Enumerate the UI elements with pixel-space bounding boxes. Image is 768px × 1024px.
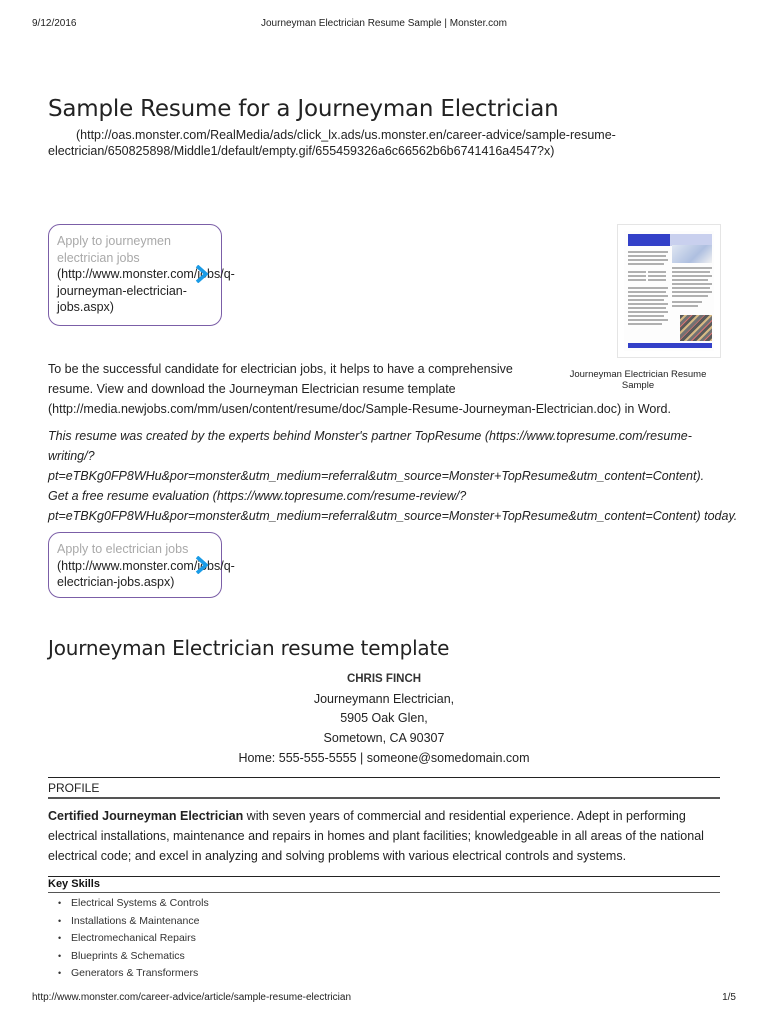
- partner-note-line[interactable]: writing/?: [48, 449, 95, 463]
- resume-contact-line: Home: 555-555-5555 | someone@somedomain.com: [238, 750, 530, 765]
- divider: [48, 892, 720, 893]
- template-heading: Journeyman Electrician resume template: [48, 636, 450, 660]
- resume-thumbnail-image: [624, 231, 714, 351]
- skill-item: • Blueprints & Schematics: [58, 948, 209, 966]
- resume-contact-block: [0, 670, 768, 769]
- profile-heading: PROFILE: [48, 781, 100, 795]
- resume-name: CHRIS FINCH: [346, 673, 422, 685]
- key-skills-heading: Key Skills: [48, 878, 100, 890]
- partner-note-line[interactable]: This resume was created by the experts behind Monster's partner TopResume (https://www.topresume.com/resume-: [48, 429, 692, 443]
- apply-electrician-jobs-button[interactable]: [48, 532, 235, 598]
- skill-item: • Installations & Maintenance: [58, 913, 209, 931]
- page-number: 1/5: [722, 992, 736, 1003]
- apply-href-line: journeyman-electrician-: [57, 283, 187, 298]
- resume-evaluation-link[interactable]: pt=eTBKg0FP8WHu&por=monster&utm_medium=referral&utm_source=Monster+TopResume&utm_content=Content) today.: [48, 509, 738, 523]
- resume-address-line: 5905 Oak Glen,: [340, 711, 428, 726]
- apply-label: Apply to electrician jobs: [57, 542, 189, 556]
- divider: [48, 777, 720, 778]
- apply-href-line: (http://www.monster.com/jobs/q-: [57, 267, 235, 281]
- skill-item: • Electromechanical Repairs: [58, 930, 209, 948]
- ad-link[interactable]: (http://oas.monster.com/RealMedia/ads/click_lx.ads/us.monster.en/career-advice/sample-resume-electrician/650825898/Middle1/default/empty.gif/655459326a6c66562b6b6741416a4547?x): [48, 128, 616, 158]
- apply-href-line: (http://www.monster.com/jobs/q-: [57, 558, 235, 573]
- profile-body: with seven years of commercial and residential experience. Adept in performing electrical installations, maintenance and repairs in homes and plant facilities; knowledgeable in all areas of the national electrical code; and excel in analyzing and solving problems with various electrical controls and systems.: [48, 809, 704, 863]
- chevron-right-icon: [195, 265, 209, 283]
- chevron-right-icon: [195, 556, 209, 574]
- intro-line: To be the successful candidate for electrician jobs, it helps to have a comprehensive: [48, 362, 513, 376]
- profile-bold: Certified Journeyman Electrician: [48, 809, 244, 823]
- resume-evaluation-link[interactable]: Get a free resume evaluation (https://www.topresume.com/resume-review/?: [48, 489, 467, 503]
- partner-note-line[interactable]: pt=eTBKg0FP8WHu&por=monster&utm_medium=referral&utm_source=Monster+TopResume&utm_content=Content).: [48, 469, 705, 483]
- apply-href-line: jobs.aspx): [57, 300, 114, 314]
- resume-job-title: Journeymann Electrician,: [313, 691, 455, 706]
- print-date: 9/12/2016: [32, 18, 77, 29]
- divider: [48, 797, 720, 799]
- apply-href-line: electrician-jobs.aspx): [57, 575, 175, 589]
- intro-paragraph: [48, 359, 748, 419]
- print-header: [0, 18, 768, 32]
- page-title: Sample Resume for a Journeyman Electrician: [48, 96, 559, 122]
- skill-item: • Generators & Transformers: [58, 965, 209, 983]
- intro-line: resume. View and download the Journeyman Electrician resume template: [48, 382, 456, 396]
- resume-address-line: Sometown, CA 90307: [323, 731, 445, 746]
- resume-template-link[interactable]: (http://media.newjobs.com/mm/usen/content/resume/doc/Sample-Resume-Journeyman-Electrician.doc) in Word.: [48, 402, 671, 416]
- profile-paragraph: [48, 806, 728, 866]
- partner-note: [48, 426, 748, 526]
- print-page-title: Journeyman Electrician Resume Sample | Monster.com: [260, 18, 508, 29]
- apply-journeymen-jobs-button[interactable]: [48, 224, 235, 326]
- skill-item: • Electrical Systems & Controls: [58, 895, 209, 913]
- key-skills-list: [58, 895, 209, 983]
- thumbnail-caption: Journeyman Electrician Resume Sample: [569, 369, 707, 391]
- print-footer: [0, 992, 768, 1006]
- resume-thumbnail[interactable]: [617, 224, 721, 358]
- divider: [48, 876, 720, 877]
- print-footer-url: http://www.monster.com/career-advice/article/sample-resume-electrician: [32, 992, 351, 1003]
- apply-label: Apply to journeymen electrician jobs: [57, 234, 171, 265]
